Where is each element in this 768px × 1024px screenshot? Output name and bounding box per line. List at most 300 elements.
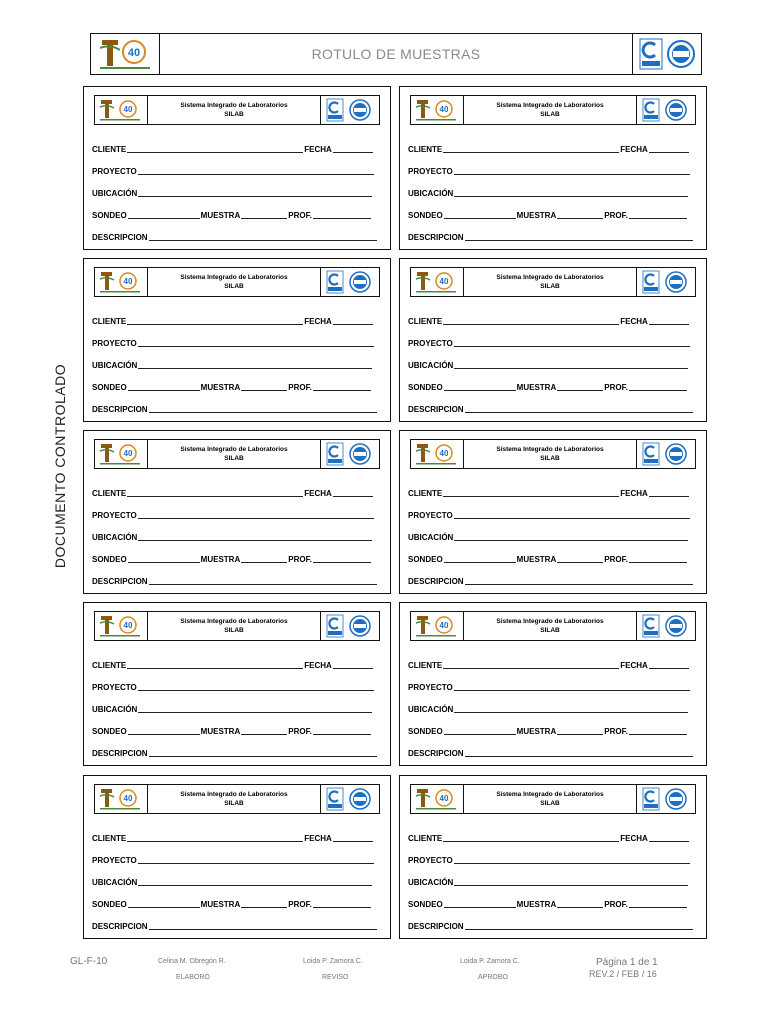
muestra-line[interactable] [241,562,287,563]
sondeo-line[interactable] [128,562,200,563]
ubicacion-line[interactable] [454,712,688,713]
fecha-line[interactable] [333,841,373,842]
proyecto-row [92,165,375,176]
descripcion-label: DESCRIPCION [92,233,148,242]
fecha-label: FECHA [620,489,648,498]
system-name: Sistema Integrado de Laboratorios [496,102,604,109]
system-name: Sistema Integrado de Laboratorios [180,791,288,798]
proyecto-label: PROYECTO [408,167,453,176]
cliente-label: CLIENTE [408,145,443,154]
proyecto-row [92,854,375,865]
prof-label: PROF. [604,555,628,564]
card-system-title [464,268,636,296]
cliente-line[interactable] [127,324,303,325]
iso-logo [636,440,695,468]
ubicacion-line[interactable] [138,712,372,713]
prof-line[interactable] [629,562,687,563]
descripcion-label: DESCRIPCION [408,233,464,242]
sondeo-label: SONDEO [92,727,127,736]
proyecto-row [408,337,691,348]
proyecto-line[interactable] [454,174,690,175]
sample-label-card [83,775,391,939]
iso-logo [636,612,695,640]
sample-label-card [399,86,707,250]
cliente-row [92,832,374,843]
prof-label: PROF. [604,727,628,736]
proyecto-line[interactable] [454,346,690,347]
card-header [410,267,696,297]
fecha-label: FECHA [620,145,648,154]
anniversary-logo [411,268,464,296]
descripcion-label: DESCRIPCION [92,749,148,758]
ubicacion-row [408,359,689,370]
system-acronym: SILAB [224,283,244,290]
ubicacion-row [408,187,689,198]
cliente-line[interactable] [443,496,619,497]
card-system-title [464,785,636,813]
sondeo-line[interactable] [128,390,200,391]
descripcion-label: DESCRIPCION [408,749,464,758]
fecha-line[interactable] [649,668,689,669]
anniversary-logo [95,96,148,124]
fecha-line[interactable] [649,496,689,497]
proyecto-row [92,681,375,692]
iso-logo [636,785,695,813]
cliente-label: CLIENTE [408,489,443,498]
fecha-label: FECHA [304,145,332,154]
proyecto-row [408,681,691,692]
descripcion-line[interactable] [149,240,377,241]
ubicacion-label: UBICACIÓN [408,361,454,370]
sondeo-label: SONDEO [408,383,443,392]
proyecto-label: PROYECTO [408,683,453,692]
card-system-title [464,96,636,124]
iso-logo [320,785,379,813]
ubicacion-label: UBICACIÓN [92,189,138,198]
ubicacion-label: UBICACIÓN [92,361,138,370]
muestra-line[interactable] [241,907,287,908]
ubicacion-line[interactable] [138,885,372,886]
cliente-row [408,487,690,498]
system-name: Sistema Integrado de Laboratorios [180,446,288,453]
prof-label: PROF. [288,211,312,220]
system-acronym: SILAB [540,800,560,807]
card-system-title [148,785,320,813]
sondeo-label: SONDEO [408,211,443,220]
ubicacion-row [408,531,689,542]
proyecto-line[interactable] [454,863,690,864]
card-header [94,95,380,125]
ubicacion-line[interactable] [454,540,688,541]
descripcion-row [408,747,694,758]
card-header [94,439,380,469]
sample-label-card [399,258,707,422]
fecha-line[interactable] [333,668,373,669]
descripcion-row [92,231,378,242]
proyecto-line[interactable] [138,174,374,175]
card-header [410,95,696,125]
prof-label: PROF. [288,900,312,909]
sondeo-row [408,725,688,736]
sample-label-card [83,430,391,594]
prof-line[interactable] [313,218,371,219]
anniversary-logo [91,34,160,74]
sondeo-label: SONDEO [92,555,127,564]
cliente-line[interactable] [127,496,303,497]
sondeo-row [92,381,372,392]
elaborated-by-label: ELABORÓ [176,974,210,981]
sondeo-row [92,209,372,220]
card-header [410,784,696,814]
anniversary-logo [95,612,148,640]
sample-label-card [83,86,391,250]
proyecto-label: PROYECTO [92,683,137,692]
iso-logo [320,96,379,124]
sondeo-line[interactable] [128,734,200,735]
fecha-line[interactable] [333,324,373,325]
elaborated-by-name: Celina M. Obregón R. [158,958,226,965]
proyecto-label: PROYECTO [92,856,137,865]
prof-line[interactable] [629,734,687,735]
page-number: Página 1 de 1 [596,957,658,968]
sondeo-line[interactable] [444,907,516,908]
svg-text:40: 40 [123,449,133,458]
sondeo-line[interactable] [128,907,200,908]
anniversary-logo [411,440,464,468]
ubicacion-label: UBICACIÓN [408,189,454,198]
ubicacion-line[interactable] [454,196,688,197]
prof-label: PROF. [288,727,312,736]
proyecto-line[interactable] [138,518,374,519]
approved-by-name: Loida P. Zamora C. [460,958,520,965]
ubicacion-row [92,531,373,542]
proyecto-label: PROYECTO [408,856,453,865]
cliente-label: CLIENTE [408,317,443,326]
descripcion-line[interactable] [149,412,377,413]
system-acronym: SILAB [540,455,560,462]
muestra-label: MUESTRA [200,211,241,220]
muestra-label: MUESTRA [200,900,241,909]
system-acronym: SILAB [224,111,244,118]
card-header [94,267,380,297]
ubicacion-label: UBICACIÓN [92,533,138,542]
fecha-label: FECHA [620,834,648,843]
muestra-label: MUESTRA [200,555,241,564]
anniversary-logo [411,612,464,640]
muestra-label: MUESTRA [200,727,241,736]
iso-logo [636,96,695,124]
muestra-label: MUESTRA [516,727,557,736]
descripcion-row [408,231,694,242]
proyecto-label: PROYECTO [408,339,453,348]
card-system-title [464,440,636,468]
reviewed-by-label: REVISO [322,974,349,981]
prof-line[interactable] [313,390,371,391]
system-name: Sistema Integrado de Laboratorios [180,102,288,109]
card-system-title [148,612,320,640]
cliente-row [92,315,374,326]
sondeo-row [408,209,688,220]
system-acronym: SILAB [224,800,244,807]
ubicacion-row [408,876,689,887]
anniversary-logo [95,440,148,468]
muestra-line[interactable] [557,562,603,563]
fecha-label: FECHA [304,317,332,326]
iso-logo [320,268,379,296]
ubicacion-row [92,359,373,370]
system-name: Sistema Integrado de Laboratorios [496,791,604,798]
proyecto-row [408,509,691,520]
proyecto-line[interactable] [138,690,374,691]
cliente-label: CLIENTE [92,834,127,843]
cliente-line[interactable] [127,668,303,669]
system-acronym: SILAB [540,627,560,634]
descripcion-row [408,575,694,586]
ubicacion-label: UBICACIÓN [92,878,138,887]
cliente-row [92,487,374,498]
sondeo-line[interactable] [444,562,516,563]
ubicacion-label: UBICACIÓN [408,705,454,714]
card-system-title [148,268,320,296]
sample-label-card [83,258,391,422]
descripcion-label: DESCRIPCION [92,405,148,414]
card-header [94,611,380,641]
muestra-line[interactable] [557,218,603,219]
svg-text:40: 40 [123,277,133,286]
prof-line[interactable] [629,907,687,908]
fecha-line[interactable] [649,841,689,842]
fecha-label: FECHA [304,834,332,843]
cliente-row [408,659,690,670]
card-system-title [148,440,320,468]
prof-line[interactable] [313,907,371,908]
muestra-line[interactable] [557,907,603,908]
descripcion-line[interactable] [465,240,693,241]
form-code: GL-F-10 [70,956,108,967]
sondeo-row [408,553,688,564]
proyecto-line[interactable] [138,346,374,347]
cliente-label: CLIENTE [408,661,443,670]
sondeo-row [408,381,688,392]
descripcion-row [408,403,694,414]
cliente-label: CLIENTE [92,145,127,154]
document-header [90,33,702,75]
svg-text:40: 40 [439,621,449,630]
sample-label-card [83,602,391,766]
cliente-line[interactable] [127,841,303,842]
prof-label: PROF. [288,555,312,564]
ubicacion-row [92,703,373,714]
sondeo-row [92,725,372,736]
descripcion-line[interactable] [465,412,693,413]
fecha-line[interactable] [333,152,373,153]
cliente-line[interactable] [443,152,619,153]
descripcion-label: DESCRIPCION [92,922,148,931]
ubicacion-row [92,876,373,887]
cliente-label: CLIENTE [92,489,127,498]
descripcion-row [92,920,378,931]
approved-by-label: APROBO [478,974,508,981]
ubicacion-label: UBICACIÓN [408,878,454,887]
muestra-line[interactable] [241,734,287,735]
ubicacion-row [92,187,373,198]
muestra-label: MUESTRA [516,900,557,909]
anniversary-logo [95,785,148,813]
reviewed-by-name: Loida P. Zamora C. [303,958,363,965]
proyecto-row [408,854,691,865]
descripcion-row [92,403,378,414]
proyecto-label: PROYECTO [92,511,137,520]
proyecto-label: PROYECTO [92,167,137,176]
cliente-line[interactable] [127,152,303,153]
ubicacion-row [408,703,689,714]
system-name: Sistema Integrado de Laboratorios [496,446,604,453]
sample-label-card [399,430,707,594]
muestra-label: MUESTRA [200,383,241,392]
revision-info: REV.2 / FEB / 16 [589,969,657,979]
svg-text:40: 40 [123,621,133,630]
muestra-line[interactable] [557,734,603,735]
cliente-label: CLIENTE [92,317,127,326]
fecha-label: FECHA [304,661,332,670]
proyecto-row [408,165,691,176]
proyecto-label: PROYECTO [92,339,137,348]
sample-label-card [399,602,707,766]
prof-line[interactable] [629,390,687,391]
svg-text:40: 40 [127,47,141,59]
muestra-line[interactable] [241,390,287,391]
fecha-label: FECHA [620,661,648,670]
iso-logo [636,268,695,296]
muestra-label: MUESTRA [516,555,557,564]
svg-text:40: 40 [439,794,449,803]
card-system-title [148,96,320,124]
cliente-label: CLIENTE [92,661,127,670]
sample-label-card [399,775,707,939]
sondeo-label: SONDEO [408,727,443,736]
iso-logo [320,612,379,640]
descripcion-line[interactable] [465,756,693,757]
sondeo-line[interactable] [444,218,516,219]
proyecto-line[interactable] [138,863,374,864]
system-acronym: SILAB [224,455,244,462]
svg-text:40: 40 [439,105,449,114]
cliente-row [408,143,690,154]
ubicacion-line[interactable] [138,368,372,369]
sondeo-line[interactable] [128,218,200,219]
sondeo-line[interactable] [444,390,516,391]
anniversary-logo [411,785,464,813]
descripcion-label: DESCRIPCION [408,405,464,414]
controlled-document-label: DOCUMENTO CONTROLADO [52,363,68,569]
ubicacion-line[interactable] [454,885,688,886]
proyecto-row [92,337,375,348]
system-name: Sistema Integrado de Laboratorios [496,274,604,281]
ubicacion-line[interactable] [138,196,372,197]
muestra-label: MUESTRA [516,211,557,220]
muestra-line[interactable] [241,218,287,219]
proyecto-label: PROYECTO [408,511,453,520]
cliente-row [408,832,690,843]
prof-label: PROF. [604,383,628,392]
cliente-label: CLIENTE [408,834,443,843]
descripcion-label: DESCRIPCION [408,922,464,931]
prof-line[interactable] [629,218,687,219]
fecha-line[interactable] [649,324,689,325]
descripcion-row [408,920,694,931]
iso-logo [632,34,701,74]
proyecto-line[interactable] [454,690,690,691]
ubicacion-label: UBICACIÓN [92,705,138,714]
sondeo-row [92,898,372,909]
proyecto-line[interactable] [454,518,690,519]
cliente-line[interactable] [443,668,619,669]
sondeo-row [408,898,688,909]
system-acronym: SILAB [540,111,560,118]
cliente-line[interactable] [443,841,619,842]
sondeo-label: SONDEO [408,555,443,564]
descripcion-label: DESCRIPCION [92,577,148,586]
ubicacion-line[interactable] [138,540,372,541]
card-system-title [464,612,636,640]
descripcion-line[interactable] [465,584,693,585]
anniversary-logo [411,96,464,124]
system-name: Sistema Integrado de Laboratorios [180,618,288,625]
descripcion-line[interactable] [149,584,377,585]
sondeo-line[interactable] [444,734,516,735]
sondeo-label: SONDEO [92,900,127,909]
descripcion-line[interactable] [149,756,377,757]
sondeo-label: SONDEO [92,383,127,392]
system-acronym: SILAB [540,283,560,290]
prof-line[interactable] [313,734,371,735]
svg-text:40: 40 [439,449,449,458]
cliente-row [92,659,374,670]
descripcion-row [92,575,378,586]
prof-label: PROF. [604,211,628,220]
card-header [410,439,696,469]
descripcion-line[interactable] [149,929,377,930]
sondeo-row [92,553,372,564]
fecha-line[interactable] [649,152,689,153]
sondeo-label: SONDEO [92,211,127,220]
svg-text:40: 40 [123,105,133,114]
muestra-label: MUESTRA [516,383,557,392]
svg-text:40: 40 [123,794,133,803]
system-name: Sistema Integrado de Laboratorios [180,274,288,281]
fecha-line[interactable] [333,496,373,497]
iso-logo [320,440,379,468]
prof-line[interactable] [313,562,371,563]
system-acronym: SILAB [224,627,244,634]
card-header [94,784,380,814]
document-title: ROTULO DE MUESTRAS [311,46,481,62]
cliente-row [92,143,374,154]
cliente-line[interactable] [443,324,619,325]
cliente-row [408,315,690,326]
anniversary-logo [95,268,148,296]
sondeo-label: SONDEO [408,900,443,909]
descripcion-label: DESCRIPCION [408,577,464,586]
system-name: Sistema Integrado de Laboratorios [496,618,604,625]
svg-text:40: 40 [439,277,449,286]
prof-label: PROF. [288,383,312,392]
muestra-line[interactable] [557,390,603,391]
descripcion-line[interactable] [465,929,693,930]
fecha-label: FECHA [620,317,648,326]
ubicacion-line[interactable] [454,368,688,369]
descripcion-row [92,747,378,758]
